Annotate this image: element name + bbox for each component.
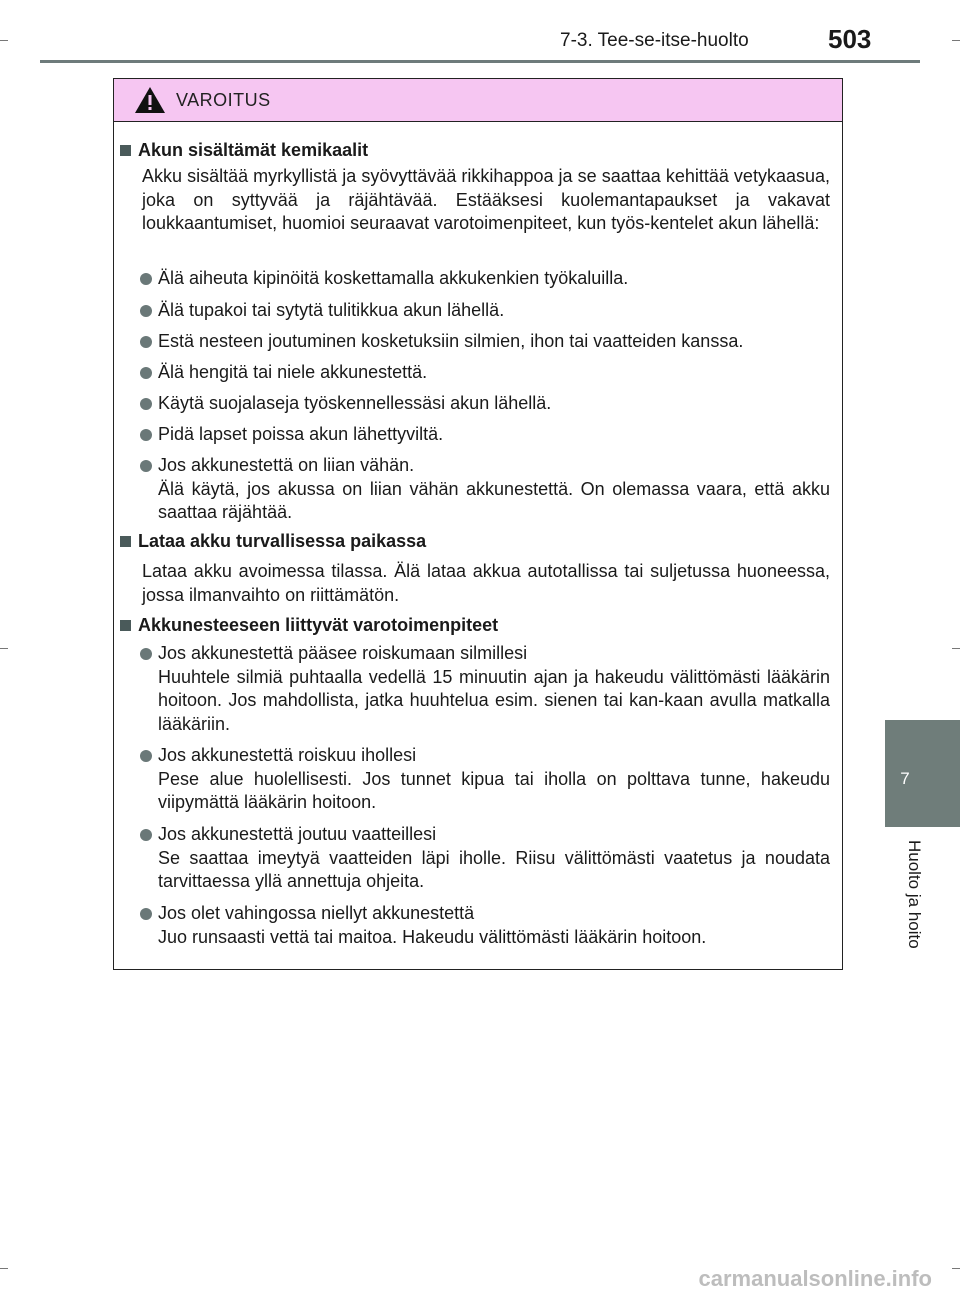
warning-box [113,78,843,970]
chapter-label: Huolto ja hoito [905,840,924,949]
list-item [140,454,830,525]
chapter-number: 7 [900,769,910,788]
list-item [140,642,830,736]
warning-title: VAROITUS [176,90,271,110]
list-item [140,299,830,323]
crop-mark [952,1268,960,1269]
crop-mark [952,648,960,649]
list-item-text: Pidä lapset poissa akun lähettyviltä. [158,424,444,444]
bullet-dot-icon [140,273,152,285]
bullet-dot-icon [140,305,152,317]
square-bullet-icon [120,536,131,547]
bullet-dot-icon [140,460,152,472]
section-heading-text: Akkunesteeseen liittyvät varotoimenpiteet [138,615,499,635]
list-item [140,392,830,416]
list-item-detail: Huuhtele silmiä puhtaalla vedellä 15 minuutin ajan ja hakeudu välittömästi lääkärin hoitoon. Jos mahdollista, jatka huuhtelua esim. sienen tai kan-kaan avulla matkalla lääkäriin. [158,666,830,734]
bullet-dot-icon [140,429,152,441]
list-item-text: Älä aiheuta kipinöitä koskettamalla akkukenkien työkaluilla. [158,268,629,288]
list-item-text: Jos akkunestettä roiskuu ihollesi [158,745,417,765]
section-heading [120,140,368,161]
bullet-dot-icon [140,829,152,841]
bullet-dot-icon [140,367,152,379]
list-item-detail: Se saattaa imeytyä vaatteiden läpi iholle. Riisu välittömästi vaatetus ja noudata tarvittaessa yllä annettuja ohjeita. [158,847,830,891]
section-heading [120,615,498,636]
header-rule [40,60,920,63]
crop-mark [0,648,8,649]
square-bullet-icon [120,145,131,156]
section-heading-text: Lataa akku turvallisessa paikassa [138,531,427,551]
list-item [140,330,830,354]
list-item-text: Jos olet vahingossa niellyt akkunestettä [158,903,475,923]
warning-triangle-icon [134,85,166,115]
list-item-text: Älä hengitä tai niele akkunestettä. [158,362,428,382]
list-item [140,902,830,949]
list-item-text: Estä nesteen joutuminen kosketuksiin silmien, ihon tai vaatteiden kanssa. [158,331,744,351]
list-item [140,267,830,291]
crop-mark [0,40,8,41]
section-heading [120,531,426,552]
page-number: 503 [828,24,872,54]
list-item-text: Älä tupakoi tai sytytä tulitikkua akun lähellä. [158,300,505,320]
list-item-text: Jos akkunestettä pääsee roiskumaan silmillesi [158,643,528,663]
bullet-dot-icon [140,648,152,660]
list-item-detail: Pese alue huolellisesti. Jos tunnet kipua tai iholla on polttava tunne, hakeudu viipymättä lääkärin hoitoon. [158,768,830,812]
crop-mark [0,1268,8,1269]
crop-mark [952,40,960,41]
section-paragraph: Lataa akku avoimessa tilassa. Älä lataa akkua autotallissa tai suljetussa huoneessa, jossa ilmanvaihto on riittämätön. [142,561,830,605]
bullet-dot-icon [140,908,152,920]
list-item-text: Käytä suojalaseja työskennellessäsi akun lähellä. [158,393,552,413]
chapter-tab [885,720,960,827]
square-bullet-icon [120,620,131,631]
list-item-text: Jos akkunestettä on liian vähän. [158,455,415,475]
list-item-text: Jos akkunestettä joutuu vaatteillesi [158,824,437,844]
bullet-dot-icon [140,398,152,410]
bullet-dot-icon [140,336,152,348]
bullet-dot-icon [140,750,152,762]
list-item-detail: Älä käytä, jos akussa on liian vähän akkunestettä. On olemassa vaara, että akku saattaa räjähtää. [158,478,830,522]
list-item [140,823,830,894]
section-title: 7-3. Tee-se-itse-huolto [560,30,749,51]
section-paragraph: Akku sisältää myrkyllistä ja syövyttävää rikkihappoa ja se saattaa kehittää vetykaasua, joka on syttyvää ja räjähtävää. Estääksesi kuolemantapaukset ja vakavat loukkaantumiset, huomioi seuraavat varotoimenpiteet, kun työs-kentelet akun lähellä: [142,166,830,233]
warning-header [114,79,842,122]
watermark: carmanualsonline.info [698,1266,932,1291]
section-heading-text: Akun sisältämät kemikaalit [138,140,369,160]
list-item-detail: Juo runsaasti vettä tai maitoa. Hakeudu välittömästi lääkärin hoitoon. [158,926,707,947]
list-item [140,361,830,385]
list-item [140,423,830,447]
list-item [140,744,830,815]
